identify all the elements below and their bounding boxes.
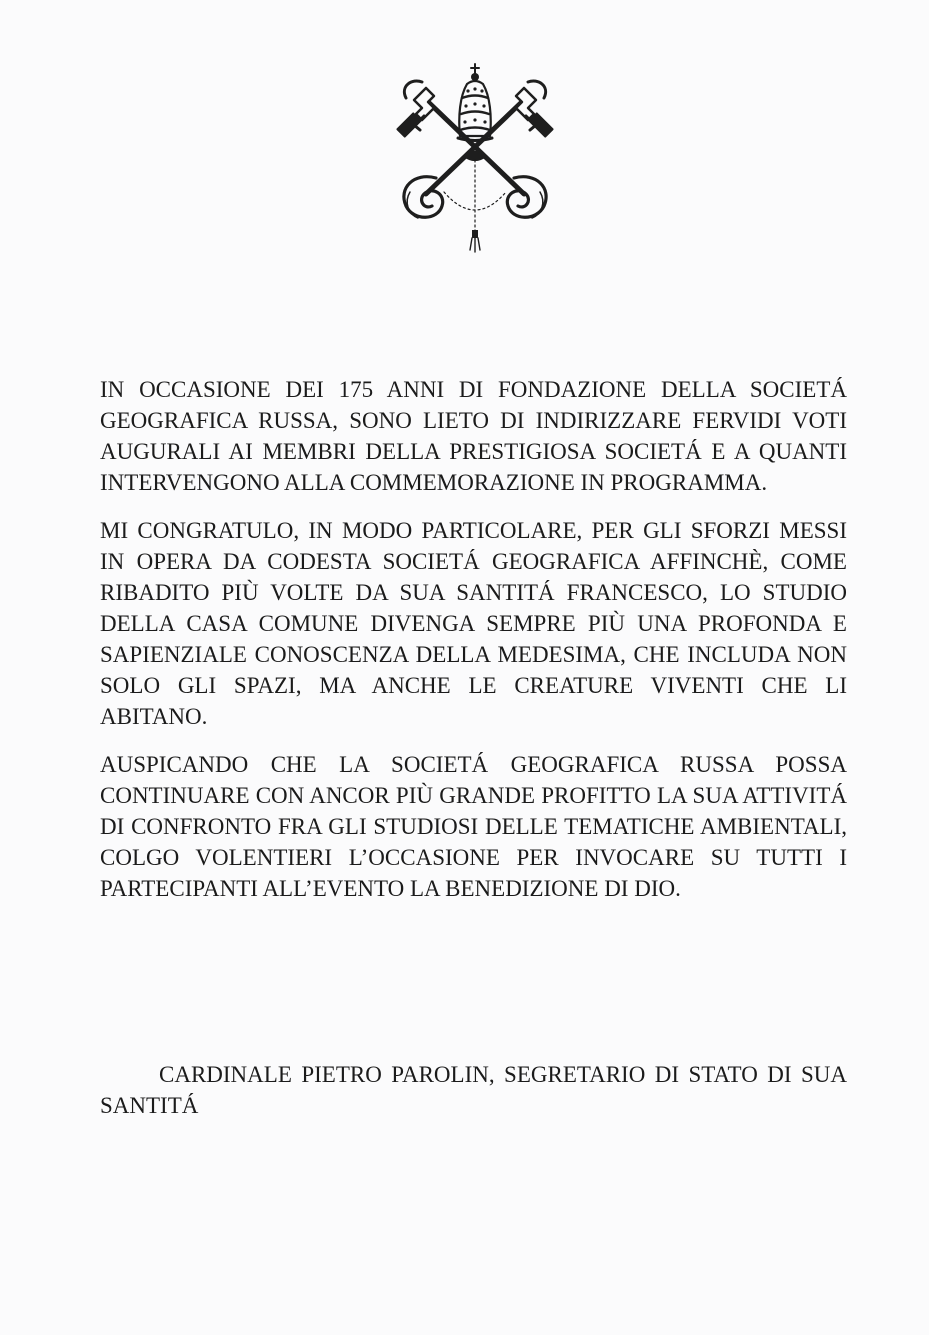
signature: CARDINALE PIETRO PAROLIN, SEGRETARIO DI STATO DI SUA SANTITÁ: [100, 1062, 847, 1118]
paragraph-1: IN OCCASIONE DEI 175 ANNI DI FONDAZIONE DELLA SOCIETÁ GEOGRAFICA RUSSA, SONO LIETO DI INDIRIZZARE FERVIDI VOTI AUGURALI AI MEMBRI DELLA PRESTIGIOSA SOCIETÁ E A QUANTI INTERVENGONO ALLA COMMEMORAZIONE IN PROGRAMMA.: [100, 377, 847, 495]
paragraph-3: AUSPICANDO CHE LA SOCIETÁ GEOGRAFICA RUSSA POSSA CONTINUARE CON ANCOR PIÙ GRANDE PROFITTO LA SUA ATTIVITÁ DI CONFRONTO FRA GLI STUDIOSI DELLE TEMATICHE AMBIENTALI, COLGO VOLENTIERI L’OCCASIONE PER INVOCARE SU TUTTI I PARTECIPANTI ALL’EVENTO LA BENEDIZIONE DI DIO.: [100, 752, 847, 901]
papal-coat-of-arms-icon: [384, 60, 566, 256]
letter-body: [100, 374, 847, 921]
paragraph-2: MI CONGRATULO, IN MODO PARTICOLARE, PER GLI SFORZI MESSI IN OPERA DA CODESTA SOCIETÁ GEOGRAFICA AFFINCHÈ, COME RIBADITO PIÙ VOLTE DA SUA SANTITÁ FRANCESCO, LO STUDIO DELLA CASA COMUNE DIVENGA SEMPRE PIÙ UNA PROFONDA E SAPIENZIALE CONOSCENZA DELLA MEDESIMA, CHE INCLUDA NON SOLO GLI SPAZI, MA ANCHE LE CREATURE VIVENTI CHE LI ABITANO.: [100, 518, 847, 729]
